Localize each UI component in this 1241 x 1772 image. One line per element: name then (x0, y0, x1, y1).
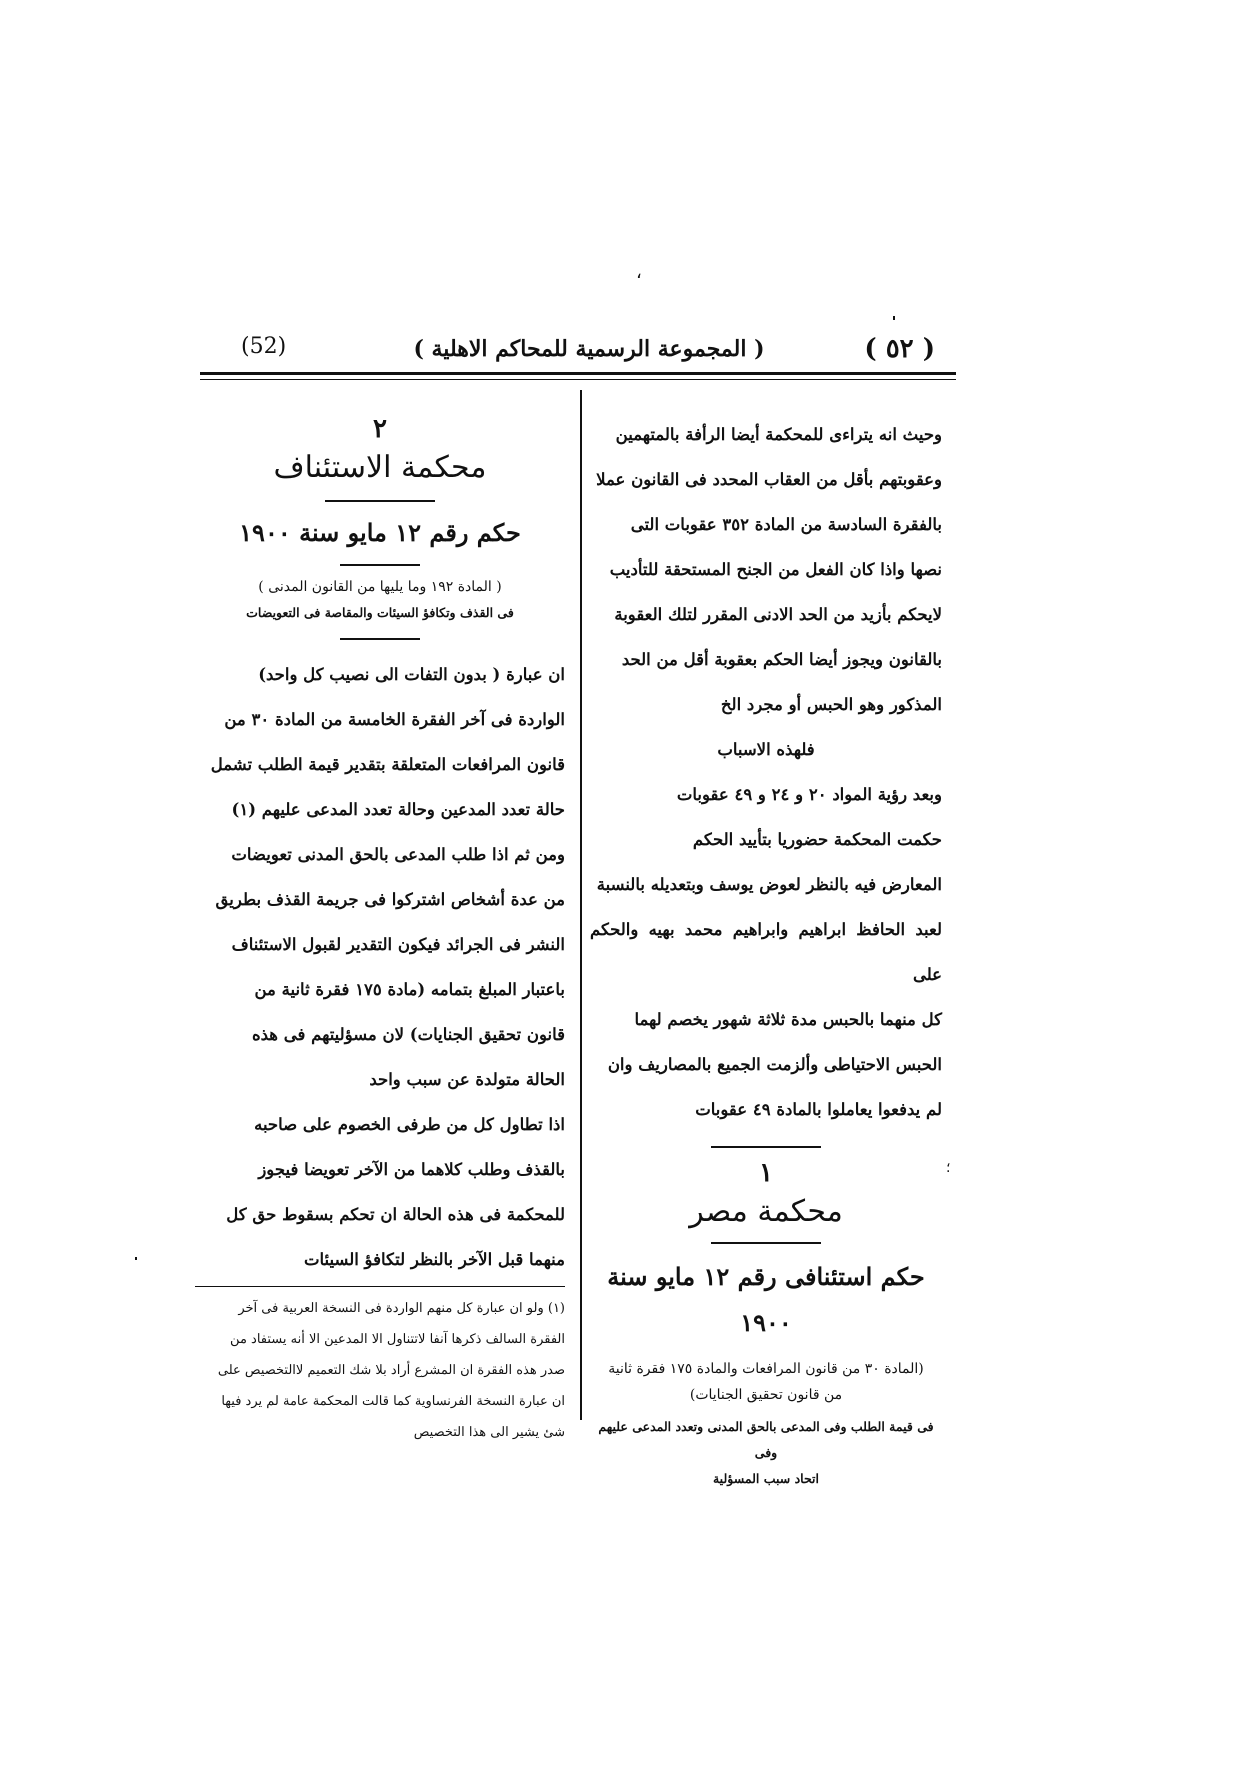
body-line: لم يدفعوا يعاملوا بالمادة ٤٩ عقوبات (695, 1100, 942, 1119)
page-number-latin: (52) (241, 334, 287, 359)
body-line: قانون المرافعات المتعلقة بتقدير قيمة الطلب تشمل (210, 755, 565, 774)
body-line: الحبس الاحتياطى وألزمت الجميع بالمصاريف وان (607, 1055, 942, 1074)
journal-title: ( المجموعة الرسمية للمحاكم الاهلية ) (413, 336, 765, 362)
footnote-line: ان عبارة النسخة الفرنساوية كما قالت المحكمة عامة لم يرد فيها (221, 1394, 565, 1409)
body-line: ان عبارة ( بدون التفات الى نصيب كل واحد) (258, 665, 565, 684)
footnote-line: الفقرة السالف ذكرها آنفا لاتتناول الا المدعين الا أنه يستفاد من (230, 1332, 565, 1347)
body-line: بالفقرة السادسة من المادة ٣٥٢ عقوبات التى (630, 515, 942, 534)
body-line: باعتبار المبلغ بتمامه (مادة ١٧٥ فقرة ثانية من (254, 980, 565, 999)
judgment-title: حكم رقم ١٢ مايو سنة ١٩٠٠ (239, 518, 521, 547)
case-subject: فى القذف وتكافؤ السيئات والمقاصة فى التعويضات (246, 605, 514, 620)
articles-cited: ( المادة ١٩٢ وما يليها من القانون المدنى ) (258, 579, 502, 595)
footnote-line: صدر هذه الفقرة ان المشرع أراد بلا شك التعميم لاالتخصيص على (217, 1363, 565, 1378)
body-line: لعبد الحافظ ابراهيم وابراهيم محمد بهيه والحكم على (590, 920, 942, 984)
body-line: وحيث انه يتراءى للمحكمة أيضا الرأفة بالمتهمين (615, 425, 942, 444)
body-line: للمحكمة فى هذه الحالة ان تحكم بسقوط حق كل (226, 1205, 565, 1224)
judgment-title: حكم استئنافى رقم ١٢ مايو سنة ١٩٠٠ (607, 1262, 925, 1337)
section-rule (340, 638, 420, 640)
body-line: المعارض فيه بالنظر لعوض يوسف وبتعديله بالنسبة (596, 875, 942, 894)
body-line: وعقوبتهم بأقل من العقاب المحدد فى القانون عملا (596, 470, 942, 489)
body-line: نصها واذا كان الفعل من الجنح المستحقة للتأديب (609, 560, 942, 579)
scan-mark (893, 316, 895, 320)
section-rule (340, 564, 420, 566)
section-rule (711, 1242, 821, 1244)
case-number: ٢ (373, 414, 387, 444)
header-rule-thin (200, 379, 956, 380)
body-line: النشر فى الجرائد فيكون التقدير لقبول الاستئناف (231, 935, 565, 954)
court-name: محكمة مصر (689, 1194, 843, 1229)
body-line: الواردة فى آخر الفقرة الخامسة من المادة ٣٠ من (224, 710, 565, 729)
scan-mark (135, 1257, 137, 1260)
section-rule (711, 1146, 821, 1148)
running-header (235, 334, 943, 372)
body-line: بالقانون ويجوز أيضا الحكم بعقوبة أقل من الحد (621, 650, 942, 669)
left-column (195, 412, 565, 1448)
articles-cited: من قانون تحقيق الجنايات) (689, 1387, 843, 1403)
body-line: لايحكم بأزيد من الحد الادنى المقرر لتلك العقوبة (614, 605, 942, 624)
footnote-rule (195, 1286, 565, 1287)
body-line: منهما قبل الآخر بالنظر لتكافؤ السيئات (303, 1250, 565, 1269)
body-line: وبعد رؤية المواد ٢٠ و ٢٤ و ٤٩ عقوبات (676, 785, 942, 804)
section-rule (325, 500, 435, 502)
scan-mark: ؛ (946, 1160, 951, 1176)
body-line: ومن ثم اذا طلب المدعى بالحق المدنى تعويضات (231, 845, 565, 864)
case-subject: فى قيمة الطلب وفى المدعى بالحق المدنى وتعدد المدعى عليهم وفى (598, 1419, 934, 1460)
scan-mark: ، (636, 262, 642, 283)
right-column (590, 412, 942, 1492)
body-line: حالة تعدد المدعين وحالة تعدد المدعى عليهم (١) (231, 800, 565, 819)
body-line: اذا تطاول كل من طرفى الخصوم على صاحبه (254, 1115, 565, 1134)
body-line: بالقذف وطلب كلاهما من الآخر تعويضا فيجوز (258, 1160, 565, 1179)
page-number-arabic: ( ٥٢ ) (864, 334, 935, 364)
body-line: المذكور وهو الحبس أو مجرد الخ (720, 695, 942, 714)
case-number: ١ (759, 1158, 773, 1188)
body-line: كل منهما بالحبس مدة ثلاثة شهور يخصم لهما (634, 1010, 942, 1029)
footnote-line: شئ يشير الى هذا التخصيص (413, 1425, 565, 1440)
body-line: من عدة أشخاص اشتركوا فى جريمة القذف بطريق (215, 890, 565, 909)
reasons-heading: فلهذه الاسباب (717, 740, 815, 759)
column-divider (580, 390, 582, 1420)
case-subject: اتحاد سبب المسؤلية (712, 1471, 820, 1486)
articles-cited: (المادة ٣٠ من قانون المرافعات والمادة ١٧٥ فقرة ثانية (608, 1361, 924, 1377)
body-line: قانون تحقيق الجنايات) لان مسؤليتهم فى هذه (251, 1025, 565, 1044)
court-name: محكمة الاستئناف (273, 450, 487, 485)
body-line: حكمت المحكمة حضوريا بتأييد الحكم (692, 830, 942, 849)
body-line: الحالة متولدة عن سبب واحد (369, 1070, 565, 1089)
header-rule (200, 372, 956, 375)
footnote-line: (١) ولو ان عبارة كل منهم الواردة فى النسخة العربية فى آخر (238, 1301, 565, 1316)
